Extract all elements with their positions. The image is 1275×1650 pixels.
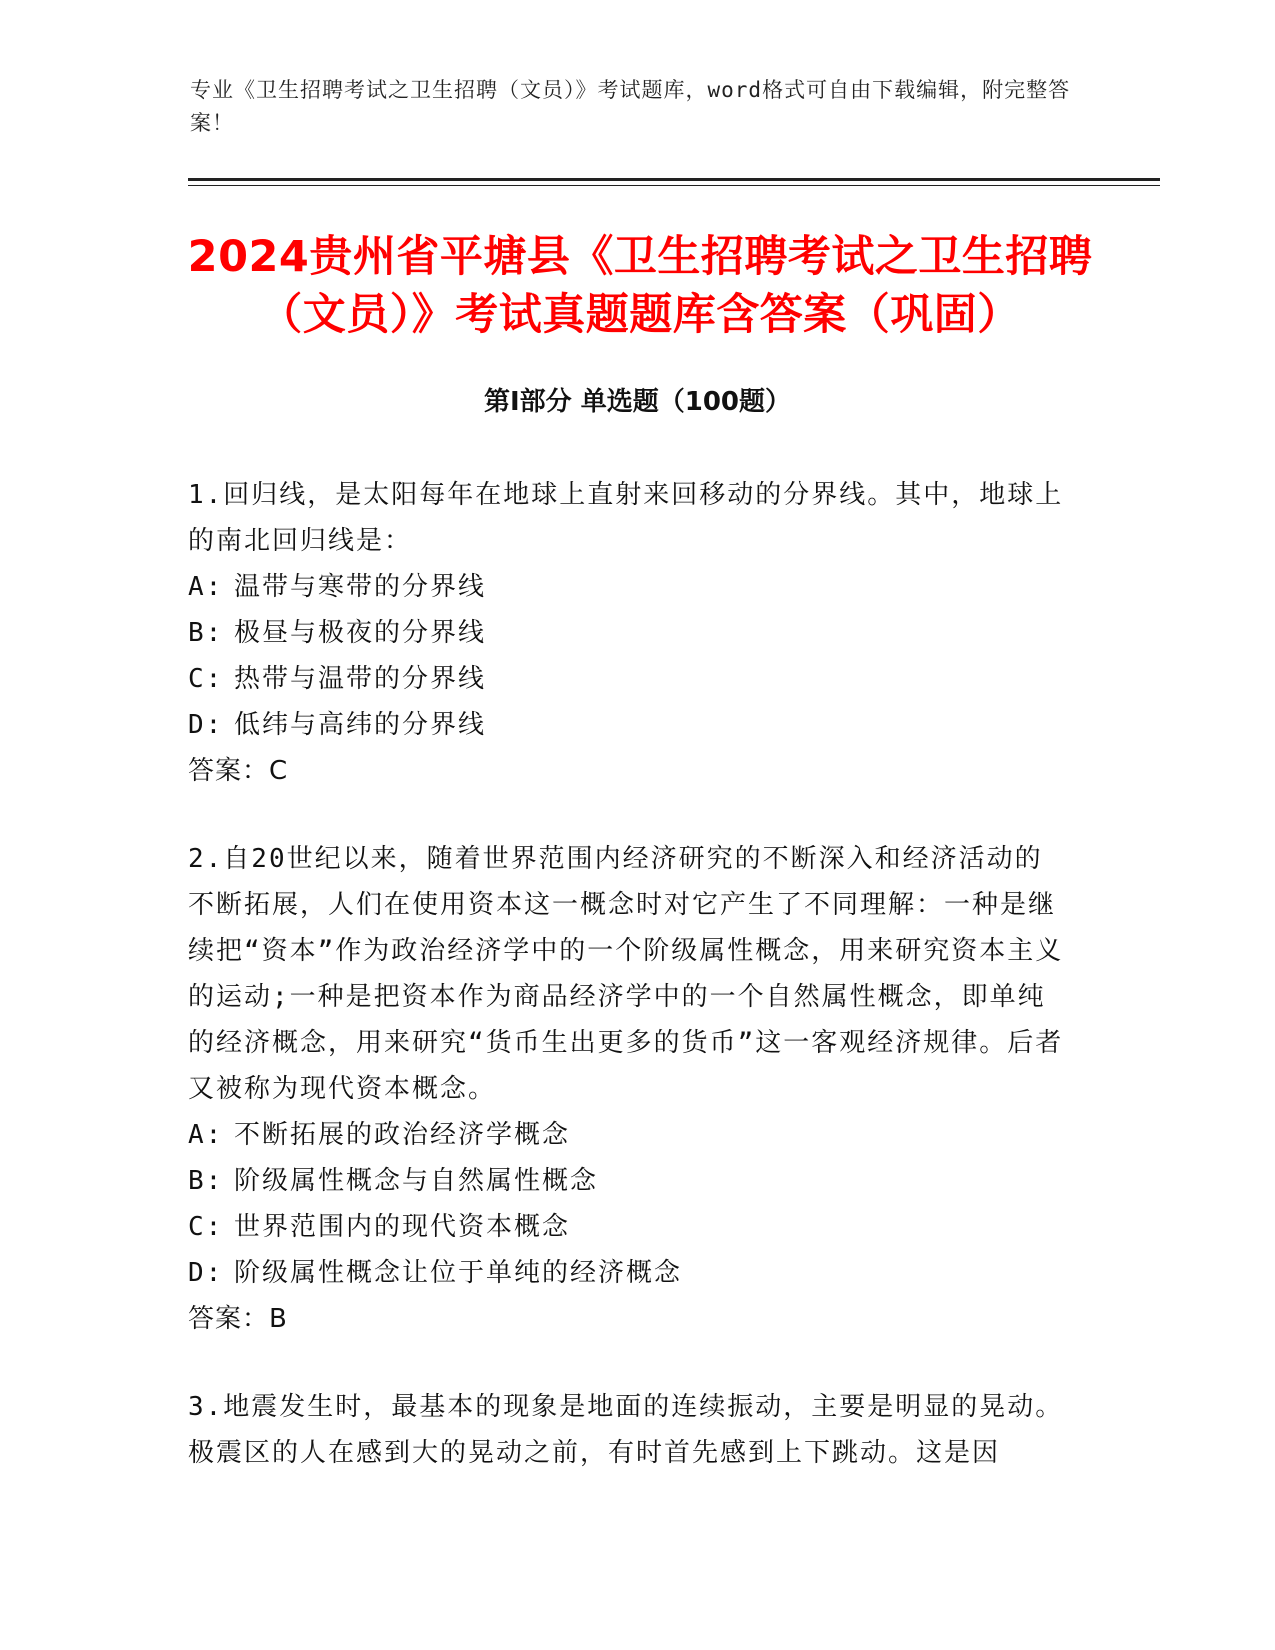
- option-c: [188, 1204, 1068, 1250]
- option-letter: C:: [188, 664, 224, 694]
- question-3: [188, 1384, 1068, 1476]
- section-title: 第Ⅰ部分 单选题（100题）: [484, 387, 791, 417]
- option-b: [188, 1158, 1068, 1204]
- header-note: 专业《卫生招聘考试之卫生招聘（文员）》考试题库，word格式可自由下载编辑，附完整答案！: [190, 78, 1071, 135]
- option-text: 阶级属性概念让位于单纯的经济概念: [234, 1258, 683, 1288]
- option-letter: B:: [188, 1166, 224, 1196]
- option-letter: C:: [188, 1212, 224, 1242]
- question-stem: 3.地震发生时，最基本的现象是地面的连续振动，主要是明显的晃动。极震区的人在感到大的晃动之前，有时首先感到上下跳动。这是因: [188, 1392, 1064, 1468]
- option-d: [188, 702, 1068, 748]
- option-text: 低纬与高纬的分界线: [234, 710, 487, 740]
- option-a: [188, 1112, 1068, 1158]
- option-text: 不断拓展的政治经济学概念: [234, 1120, 571, 1150]
- answer: 答案：C: [188, 756, 289, 786]
- option-text: 阶级属性概念与自然属性概念: [234, 1166, 599, 1196]
- question-1: [188, 472, 1068, 794]
- option-text: 世界范围内的现代资本概念: [234, 1212, 571, 1242]
- answer: 答案：B: [188, 1304, 288, 1334]
- question-list: [188, 472, 1068, 1518]
- option-letter: D:: [188, 710, 224, 740]
- option-letter: D:: [188, 1258, 224, 1288]
- option-letter: A:: [188, 1120, 224, 1150]
- option-letter: B:: [188, 618, 224, 648]
- option-text: 极昼与极夜的分界线: [234, 618, 487, 648]
- document-title: 2024贵州省平塘县《卫生招聘考试之卫生招聘（文员）》考试真题题库含答案（巩固）: [187, 232, 1093, 340]
- header-divider-thin: [188, 185, 1160, 186]
- header-divider-thick: [188, 178, 1160, 181]
- question-2: [188, 836, 1068, 1342]
- option-text: 热带与温带的分界线: [234, 664, 487, 694]
- option-letter: A:: [188, 572, 224, 602]
- option-d: [188, 1250, 1068, 1296]
- option-a: [188, 564, 1068, 610]
- option-c: [188, 656, 1068, 702]
- option-b: [188, 610, 1068, 656]
- question-stem: 2.自20世纪以来，随着世界范围内经济研究的不断深入和经济活动的不断拓展，人们在使用资本这一概念时对它产生了不同理解：一种是继续把“资本”作为政治经济学中的一个阶级属性概念，用来研究资本主义的运动;一种是把资本作为商品经济学中的一个自然属性概念，即单纯的经济概念，用来研究“货币生出更多的货币”这一客观经济规律。后者又被称为现代资本概念。: [188, 844, 1064, 1104]
- option-text: 温带与寒带的分界线: [234, 572, 487, 602]
- question-stem: 1.回归线，是太阳每年在地球上直射来回移动的分界线。其中，地球上的南北回归线是：: [188, 480, 1064, 556]
